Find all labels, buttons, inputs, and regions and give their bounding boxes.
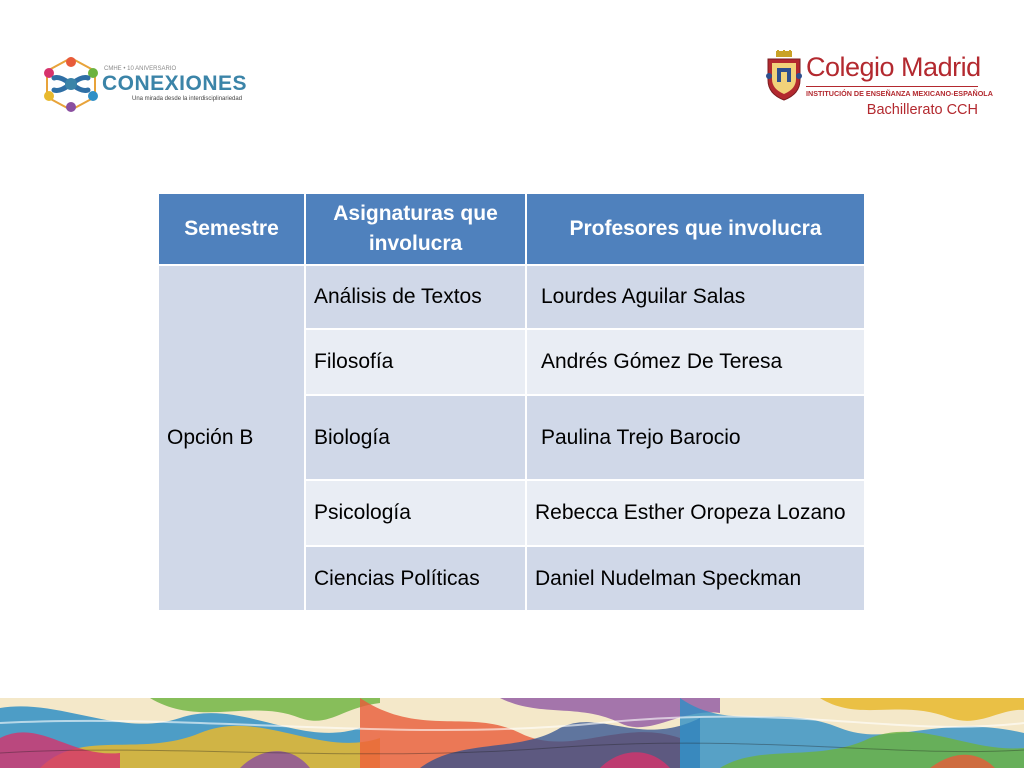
conexiones-tagline: Una mirada desde la interdisciplinariedad	[132, 96, 243, 102]
teacher-cell: Lourdes Aguilar Salas	[526, 265, 865, 329]
header-asignaturas: Asignaturas que involucra	[305, 193, 526, 265]
subject-cell: Ciencias Políticas	[305, 546, 526, 611]
teacher-cell: Andrés Gómez De Teresa	[526, 329, 865, 395]
table-header-row	[158, 193, 865, 265]
teacher-cell: Daniel Nudelman Speckman	[526, 546, 865, 611]
teacher-cell: Rebecca Esther Oropeza Lozano	[526, 480, 865, 546]
subject-cell: Filosofía	[305, 329, 526, 395]
subject-cell: Análisis de Textos	[305, 265, 526, 329]
subjects-table	[157, 192, 866, 612]
teacher-cell: Paulina Trejo Barocio	[526, 395, 865, 480]
conexiones-logo	[40, 56, 270, 112]
madrid-institution-text: INSTITUCIÓN DE ENSEÑANZA MEXICANO-ESPAÑOLA	[806, 89, 993, 98]
header-profesores: Profesores que involucra	[526, 193, 865, 265]
conexiones-logo-mark-icon	[40, 56, 102, 112]
abstract-art-image	[0, 698, 1024, 768]
madrid-divider	[806, 86, 978, 87]
subject-cell: Biología	[305, 395, 526, 480]
semester-cell: Opción B	[158, 265, 305, 611]
colegio-madrid-logo	[764, 50, 993, 120]
table-row	[158, 265, 865, 329]
colegio-madrid-name: Colegio Madrid	[806, 52, 981, 82]
madrid-level-text: Bachillerato CCH	[866, 102, 978, 118]
conexiones-wordmark: CONEXIONES	[102, 72, 248, 95]
decorative-art-band	[0, 698, 1024, 768]
subjects-table-container	[157, 192, 866, 612]
colegio-madrid-shield-icon	[764, 50, 804, 102]
header-semestre: Semestre	[158, 193, 305, 265]
conexiones-anniversary-text: CMHE • 10 ANIVERSARIO	[104, 66, 177, 72]
subject-cell: Psicología	[305, 480, 526, 546]
